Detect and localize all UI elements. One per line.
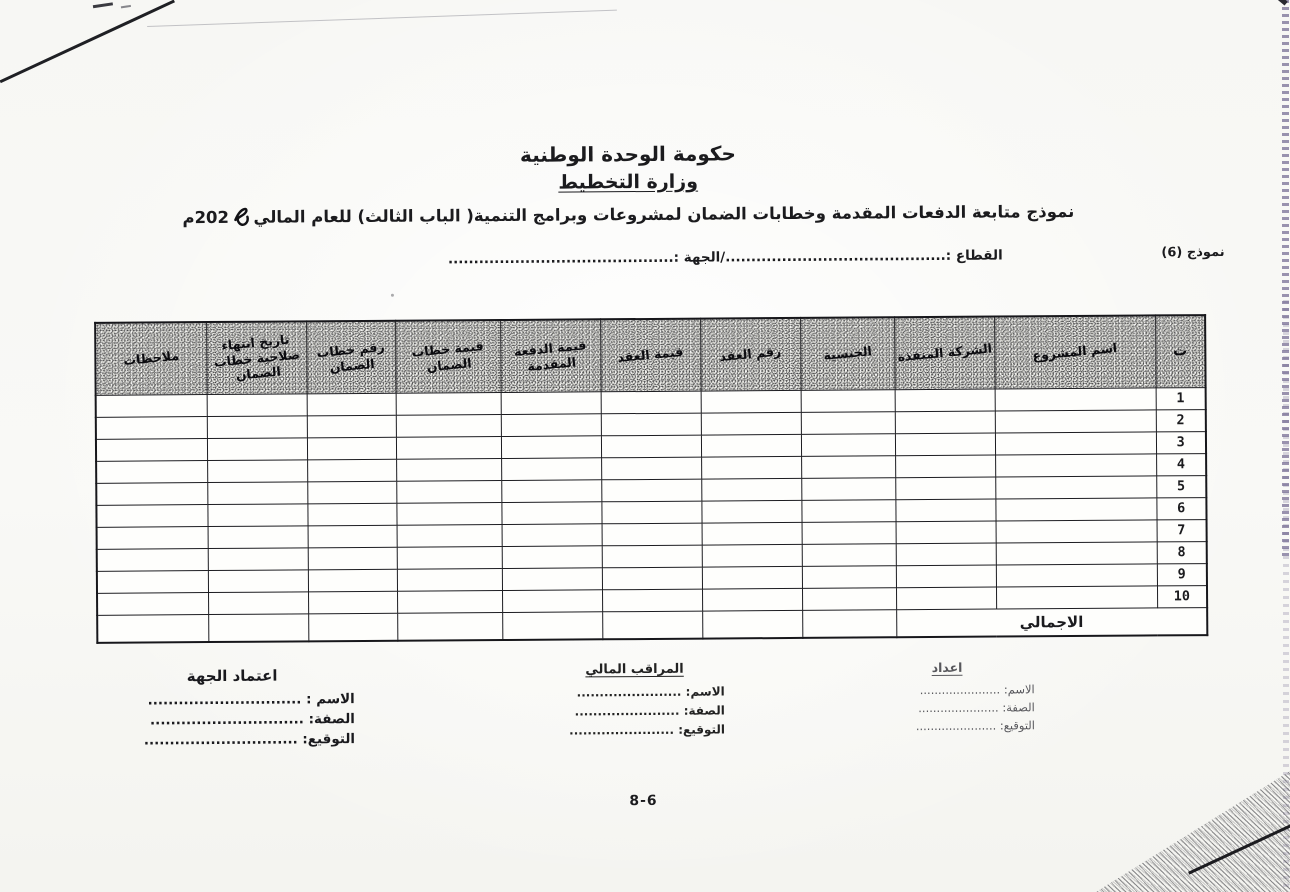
total-label-cell: الاجمالي — [896, 607, 1207, 637]
empty-cell — [207, 393, 307, 416]
empty-cell — [996, 563, 1157, 586]
empty-cell — [502, 567, 602, 590]
empty-cell — [601, 479, 701, 502]
empty-cell — [397, 546, 502, 569]
empty-cell — [995, 431, 1156, 454]
empty-cell — [397, 524, 502, 547]
empty-cell — [602, 611, 702, 640]
payments-tracking-table — [94, 314, 1208, 644]
empty-cell — [996, 585, 1157, 608]
empty-cell — [501, 391, 601, 414]
empty-cell — [701, 456, 801, 479]
column-header-executing-company: الشركة المنفذة — [894, 317, 995, 390]
form-number: نموذج (6) — [1161, 244, 1225, 261]
empty-cell — [307, 459, 396, 482]
row-number-cell: 9 — [1157, 563, 1207, 585]
empty-cell — [397, 590, 502, 613]
title-line: الصفة: ....................... — [574, 703, 725, 719]
page-number: 8-6 — [629, 792, 658, 810]
empty-cell — [501, 435, 601, 458]
ministry-name: وزارة التخطيط — [558, 170, 699, 194]
signature-block-financial-controller — [545, 661, 726, 740]
letterhead — [178, 139, 1079, 233]
table-header-row — [95, 315, 1205, 395]
empty-cell — [995, 475, 1156, 498]
empty-cell — [207, 437, 307, 460]
empty-cell — [501, 501, 601, 524]
name-line: الاسم: ...................... — [919, 682, 1035, 698]
empty-cell — [701, 390, 801, 413]
scan-top-mark-small — [121, 5, 131, 8]
row-number-cell: 7 — [1157, 519, 1207, 541]
empty-cell — [307, 437, 396, 460]
empty-cell — [397, 568, 502, 591]
empty-cell — [96, 394, 207, 417]
empty-cell — [895, 477, 995, 500]
empty-cell — [396, 502, 501, 525]
column-header-contract-number: رقم العقد — [700, 318, 801, 391]
empty-cell — [601, 435, 701, 458]
empty-cell — [97, 592, 208, 615]
empty-cell — [995, 453, 1156, 476]
row-number-cell: 3 — [1156, 431, 1206, 453]
empty-cell — [502, 611, 602, 640]
empty-cell — [702, 522, 802, 545]
empty-cell — [501, 479, 601, 502]
row-number-cell: 2 — [1156, 409, 1206, 431]
empty-cell — [996, 519, 1157, 542]
signature-block-prepared — [860, 659, 1036, 735]
empty-cell — [97, 526, 208, 549]
empty-cell — [208, 591, 308, 614]
title-line: الصفة: ...................... — [918, 700, 1035, 716]
empty-cell — [307, 393, 396, 416]
empty-cell — [307, 415, 396, 438]
empty-cell — [895, 499, 995, 522]
title-line: الصفة: .............................. — [149, 711, 355, 729]
empty-cell — [396, 414, 501, 437]
empty-cell — [207, 415, 307, 438]
empty-cell — [307, 503, 396, 526]
empty-cell — [207, 459, 307, 482]
empty-cell — [601, 457, 701, 480]
column-header-notes: ملاحظات — [95, 322, 206, 395]
name-line: الاسم : .............................. — [147, 691, 355, 709]
signature-heading: اعتماد الجهة — [186, 666, 278, 686]
handwritten-year-digit — [233, 205, 251, 233]
empty-cell — [97, 614, 208, 643]
government-name: حكومة الوحدة الوطنية — [519, 141, 736, 167]
empty-cell — [601, 391, 701, 414]
empty-cell — [208, 613, 308, 642]
sector-entity-line: القطاع :.........................................../الجهة :............................................ — [447, 247, 1003, 268]
empty-cell — [207, 503, 307, 526]
signature-line: التوقيع: ...................... — [915, 718, 1036, 734]
empty-cell — [308, 525, 397, 548]
empty-cell — [502, 523, 602, 546]
empty-cell — [397, 612, 502, 641]
scan-speck — [391, 294, 394, 297]
empty-cell — [702, 610, 802, 639]
empty-cell — [801, 499, 895, 522]
column-header-contract-value: قيمة العقد — [600, 319, 701, 392]
empty-cell — [995, 409, 1156, 432]
scan-hairline-artifact — [147, 10, 617, 27]
empty-cell — [502, 545, 602, 568]
row-number-cell: 1 — [1156, 387, 1206, 409]
empty-cell — [501, 457, 601, 480]
empty-cell — [896, 521, 996, 544]
empty-cell — [802, 587, 896, 610]
empty-cell — [602, 567, 702, 590]
form-title-year: 202م — [182, 207, 230, 228]
empty-cell — [896, 587, 996, 610]
empty-cell — [308, 547, 397, 570]
column-header-advance-payment-value: قيمة الدفعة المقدمة — [500, 319, 601, 392]
empty-cell — [801, 411, 895, 434]
row-number-cell: 4 — [1156, 453, 1206, 475]
empty-cell — [601, 501, 701, 524]
empty-cell — [802, 565, 896, 588]
empty-cell — [702, 544, 802, 567]
empty-cell — [96, 504, 207, 527]
signature-block-entity-approval — [110, 666, 356, 751]
empty-cell — [995, 497, 1156, 520]
empty-cell — [801, 433, 895, 456]
empty-cell — [396, 458, 501, 481]
column-header-serial: ت — [1155, 315, 1206, 387]
empty-cell — [602, 589, 702, 612]
form-title — [178, 199, 1078, 233]
form-meta-line — [0, 245, 1289, 278]
empty-cell — [96, 438, 207, 461]
empty-cell — [801, 455, 895, 478]
empty-cell — [208, 547, 308, 570]
row-number-cell: 10 — [1157, 585, 1207, 607]
scan-top-mark — [93, 2, 113, 8]
empty-cell — [601, 413, 701, 436]
scan-corner-fold-line — [0, 0, 175, 83]
empty-cell — [895, 455, 995, 478]
empty-cell — [308, 569, 397, 592]
row-number-cell: 6 — [1156, 497, 1206, 519]
empty-cell — [802, 543, 896, 566]
empty-cell — [896, 565, 996, 588]
empty-cell — [895, 433, 995, 456]
empty-cell — [895, 411, 995, 434]
empty-cell — [602, 523, 702, 546]
column-header-nationality: الجنسية — [800, 317, 895, 390]
empty-cell — [801, 389, 895, 412]
empty-cell — [802, 609, 896, 638]
empty-cell — [701, 434, 801, 457]
empty-cell — [702, 566, 802, 589]
signature-heading: المراقب المالي — [585, 661, 684, 678]
empty-cell — [701, 500, 801, 523]
empty-cell — [208, 525, 308, 548]
empty-cell — [895, 389, 995, 412]
row-number-cell: 8 — [1157, 541, 1207, 563]
signature-line: التوقيع: .............................. — [143, 731, 356, 749]
empty-cell — [307, 481, 396, 504]
column-header-guarantee-letter-number: رقم خطاب الضمان — [306, 321, 396, 394]
column-header-guarantee-letter-value: قيمة خطاب الضمان — [395, 320, 501, 393]
empty-cell — [995, 387, 1156, 410]
empty-cell — [308, 591, 397, 614]
signature-line: التوقيع: ....................... — [569, 722, 726, 738]
empty-cell — [308, 613, 397, 642]
row-number-cell: 5 — [1156, 475, 1206, 497]
empty-cell — [701, 412, 801, 435]
empty-cell — [96, 460, 207, 483]
column-header-project-name: اسم المشروع — [994, 315, 1155, 388]
empty-cell — [502, 589, 602, 612]
empty-cell — [602, 545, 702, 568]
empty-cell — [97, 570, 208, 593]
empty-cell — [396, 392, 501, 415]
empty-cell — [896, 543, 996, 566]
empty-cell — [207, 481, 307, 504]
empty-cell — [802, 521, 896, 544]
empty-cell — [97, 548, 208, 571]
form-title-text: نموذج متابعة الدفعات المقدمة وخطابات الضمان لمشروعات وبرامج التنمية( الباب الثالث) للعام المالي — [253, 201, 1075, 227]
empty-cell — [396, 480, 501, 503]
name-line: الاسم: ....................... — [576, 684, 725, 700]
empty-cell — [96, 416, 207, 439]
empty-cell — [396, 436, 501, 459]
empty-cell — [702, 588, 802, 611]
empty-cell — [96, 482, 207, 505]
empty-cell — [996, 541, 1157, 564]
empty-cell — [501, 413, 601, 436]
empty-cell — [208, 569, 308, 592]
signature-heading: اعداد — [931, 659, 963, 676]
empty-cell — [701, 478, 801, 501]
column-header-guarantee-expiry-date: تاريخ انتهاء صلاحية خطاب الضمان — [206, 321, 307, 394]
empty-cell — [801, 477, 895, 500]
